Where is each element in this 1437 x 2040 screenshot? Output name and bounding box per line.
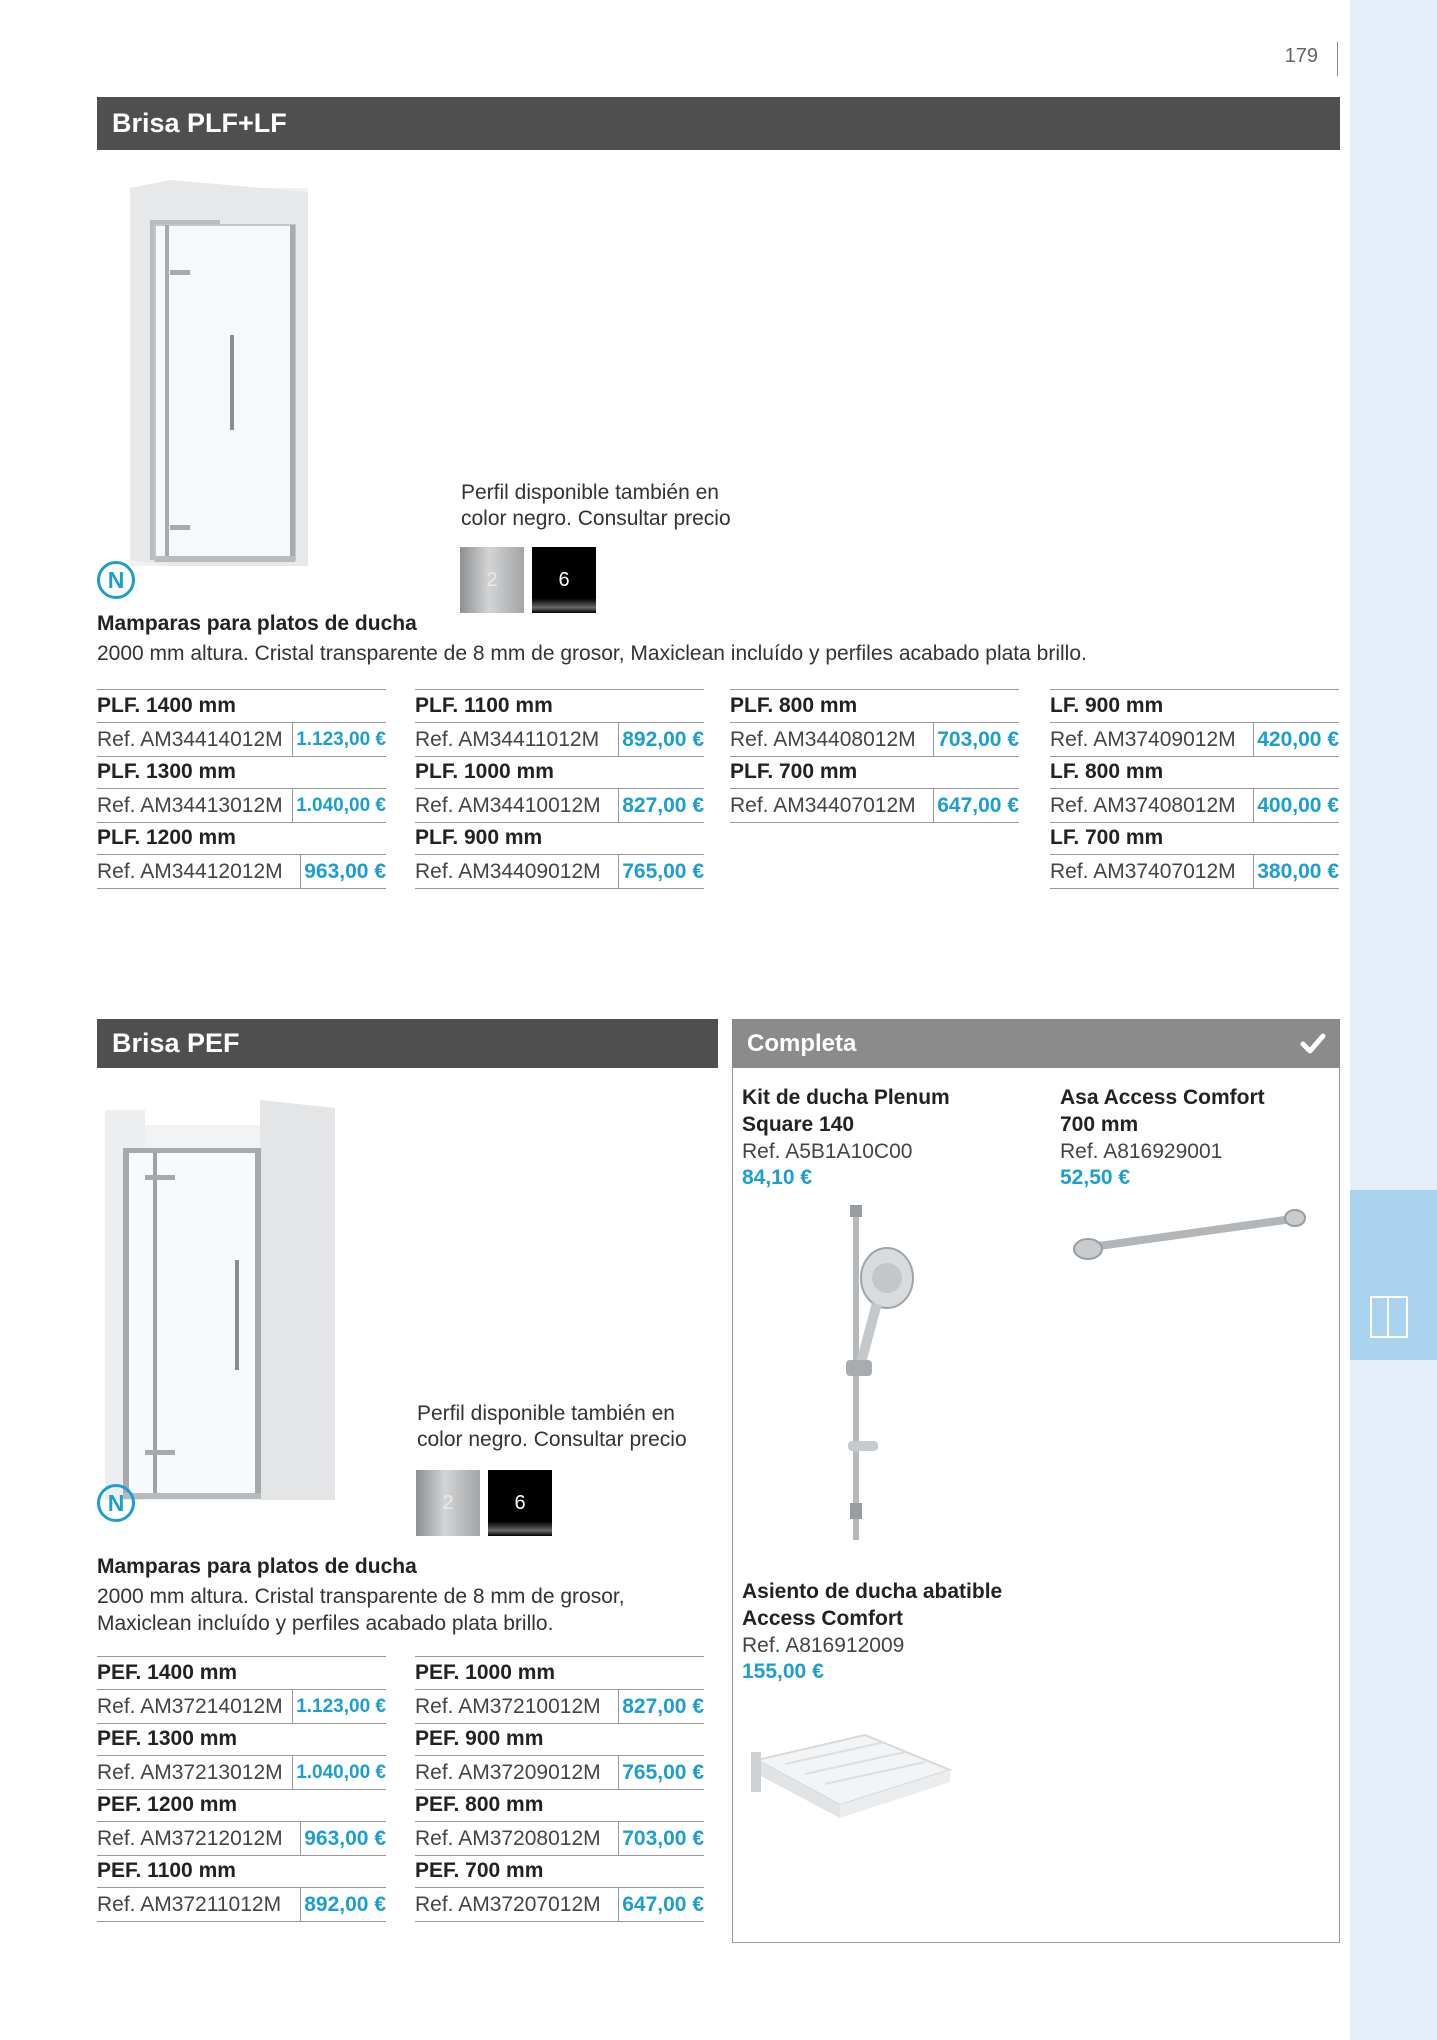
model-name: LF. 700 mm (1050, 826, 1164, 849)
accessory-name-line: Access Comfort (742, 1607, 904, 1630)
shower-enclosure-pef-image (105, 1100, 335, 1505)
ref-row (1050, 788, 1339, 823)
accessory-ref: Ref. A816929001 (1060, 1140, 1223, 1163)
accessory-name-line: Asiento de ducha abatible (742, 1580, 1003, 1603)
side-strip (1350, 0, 1437, 2040)
model-name: PEF. 800 mm (415, 1793, 544, 1816)
ref-row (415, 854, 704, 889)
price: 647,00 € (933, 789, 1019, 822)
new-badge: N (97, 561, 135, 599)
ref-code: Ref. AM37207012M (415, 1893, 601, 1916)
ref-row (415, 788, 704, 823)
page-number: 179 (1284, 45, 1318, 67)
ref-row (1050, 854, 1339, 889)
accessory-price: 52,50 € (1060, 1166, 1131, 1189)
accessory-name (742, 1084, 950, 1138)
shower-screen-icon (1370, 1296, 1408, 1338)
section-title: Brisa PEF (112, 1028, 240, 1058)
ref-code: Ref. AM37407012M (1050, 860, 1236, 883)
description-title: Mamparas para platos de ducha (97, 612, 417, 635)
price: 647,00 € (618, 1888, 704, 1921)
price: 963,00 € (300, 855, 386, 888)
price: 1.040,00 € (292, 789, 386, 822)
accessory-name-line: Asa Access Comfort (1060, 1086, 1265, 1109)
price-table-plf-3 (730, 689, 1019, 822)
accessory-ref: Ref. A5B1A10C00 (742, 1140, 913, 1163)
ref-row (415, 1755, 704, 1790)
page-number-divider (1337, 42, 1338, 76)
ref-code: Ref. AM34413012M (97, 794, 283, 817)
profile-note-line: color negro. Consultar precio (417, 1428, 687, 1451)
model-name: LF. 800 mm (1050, 760, 1164, 783)
ref-code: Ref. AM37213012M (97, 1761, 283, 1784)
description-title: Mamparas para platos de ducha (97, 1555, 417, 1578)
accessory-name (1060, 1084, 1265, 1138)
model-name: PEF. 1400 mm (97, 1661, 238, 1684)
profile-note (461, 480, 731, 532)
model-name: PEF. 900 mm (415, 1727, 544, 1750)
ref-row (1050, 722, 1339, 757)
completa-title: Completa (747, 1029, 857, 1057)
price: 1.040,00 € (292, 1756, 386, 1789)
price-table-lf (1050, 689, 1339, 888)
price: 827,00 € (618, 1690, 704, 1723)
ref-row (730, 722, 1019, 757)
price: 765,00 € (618, 855, 704, 888)
profile-note-line: color negro. Consultar precio (461, 507, 731, 530)
accessory-name-line: Square 140 (742, 1113, 855, 1136)
model-name: PLF. 800 mm (730, 694, 858, 717)
description-line: 2000 mm altura. Cristal transparente de 8 mm de grosor, (97, 1585, 625, 1608)
section-header-brisa-pef (97, 1019, 718, 1068)
ref-row (97, 1755, 386, 1790)
new-badge: N (97, 1484, 135, 1522)
ref-row (97, 722, 386, 757)
ref-row (415, 722, 704, 757)
ref-row (97, 854, 386, 889)
model-name: PLF. 1200 mm (97, 826, 236, 849)
accessory-ref: Ref. A816912009 (742, 1634, 905, 1657)
ref-row (97, 1689, 386, 1724)
model-name: PLF. 1100 mm (415, 694, 553, 717)
description-line: Maxiclean incluído y perfiles acabado plata brillo. (97, 1612, 554, 1635)
model-name: PLF. 1300 mm (97, 760, 236, 783)
price-table-pef-2 (415, 1656, 704, 1921)
grab-bar-image (1070, 1205, 1310, 1265)
ref-code: Ref. AM37212012M (97, 1827, 283, 1850)
accessory-price: 84,10 € (742, 1166, 813, 1189)
section-header-brisa-plf-lf (97, 97, 1340, 150)
model-name: PEF. 700 mm (415, 1859, 544, 1882)
ref-row (415, 1821, 704, 1856)
price-table-plf-2 (415, 689, 704, 888)
ref-code: Ref. AM37208012M (415, 1827, 601, 1850)
ref-row (97, 1821, 386, 1856)
price: 400,00 € (1253, 789, 1339, 822)
model-name: PEF. 1000 mm (415, 1661, 556, 1684)
model-name: PLF. 700 mm (730, 760, 858, 783)
price-table-plf-1 (97, 689, 386, 888)
price: 963,00 € (300, 1822, 386, 1855)
price: 703,00 € (618, 1822, 704, 1855)
finish-swatch-black[interactable]: 6 (532, 547, 596, 613)
profile-note (417, 1401, 687, 1453)
price: 1.123,00 € (292, 723, 386, 756)
price: 703,00 € (933, 723, 1019, 756)
description-text: 2000 mm altura. Cristal transparente de 8 mm de grosor, Maxiclean incluído y perfiles acabado plata brillo. (97, 642, 1087, 665)
finish-swatch-black[interactable]: 6 (488, 1470, 552, 1536)
ref-row (415, 1689, 704, 1724)
price: 892,00 € (618, 723, 704, 756)
ref-code: Ref. AM34412012M (97, 860, 283, 883)
ref-code: Ref. AM37209012M (415, 1761, 601, 1784)
accessory-price: 155,00 € (742, 1660, 824, 1683)
ref-code: Ref. AM34409012M (415, 860, 601, 883)
finish-swatch-silver[interactable]: 2 (416, 1470, 480, 1536)
price: 1.123,00 € (292, 1690, 386, 1723)
ref-code: Ref. AM37210012M (415, 1695, 601, 1718)
ref-code: Ref. AM37211012M (97, 1893, 282, 1916)
ref-code: Ref. AM34411012M (415, 728, 600, 751)
ref-row (415, 1887, 704, 1922)
shower-enclosure-plf-image (130, 180, 310, 570)
ref-code: Ref. AM37409012M (1050, 728, 1236, 751)
description-text (97, 1583, 717, 1637)
completa-header (732, 1019, 1340, 1068)
ref-code: Ref. AM34407012M (730, 794, 916, 817)
model-name: PEF. 1300 mm (97, 1727, 238, 1750)
model-name: PLF. 900 mm (415, 826, 543, 849)
ref-row (97, 1887, 386, 1922)
profile-note-line: Perfil disponible también en (417, 1402, 675, 1425)
ref-code: Ref. AM34410012M (415, 794, 601, 817)
model-name: LF. 900 mm (1050, 694, 1164, 717)
checkmark-icon (1300, 1030, 1326, 1056)
price: 380,00 € (1253, 855, 1339, 888)
section-title: Brisa PLF+LF (112, 108, 287, 138)
model-name: PEF. 1200 mm (97, 1793, 238, 1816)
folding-seat-image (745, 1730, 955, 1830)
price: 765,00 € (618, 1756, 704, 1789)
accessory-name (742, 1578, 1002, 1632)
ref-row (730, 788, 1019, 823)
accessory-name-line: Kit de ducha Plenum (742, 1086, 950, 1109)
accessory-name-line: 700 mm (1060, 1113, 1139, 1136)
model-name: PLF. 1400 mm (97, 694, 236, 717)
price: 827,00 € (618, 789, 704, 822)
ref-code: Ref. AM37408012M (1050, 794, 1236, 817)
ref-row (97, 788, 386, 823)
price: 892,00 € (300, 1888, 386, 1921)
ref-code: Ref. AM34414012M (97, 728, 283, 751)
model-name: PEF. 1100 mm (97, 1859, 236, 1882)
price-table-pef-1 (97, 1656, 386, 1921)
ref-code: Ref. AM37214012M (97, 1695, 283, 1718)
finish-swatch-silver[interactable]: 2 (460, 547, 524, 613)
model-name: PLF. 1000 mm (415, 760, 554, 783)
profile-note-line: Perfil disponible también en (461, 481, 719, 504)
price: 420,00 € (1253, 723, 1339, 756)
ref-code: Ref. AM34408012M (730, 728, 916, 751)
shower-kit-image (820, 1205, 920, 1545)
